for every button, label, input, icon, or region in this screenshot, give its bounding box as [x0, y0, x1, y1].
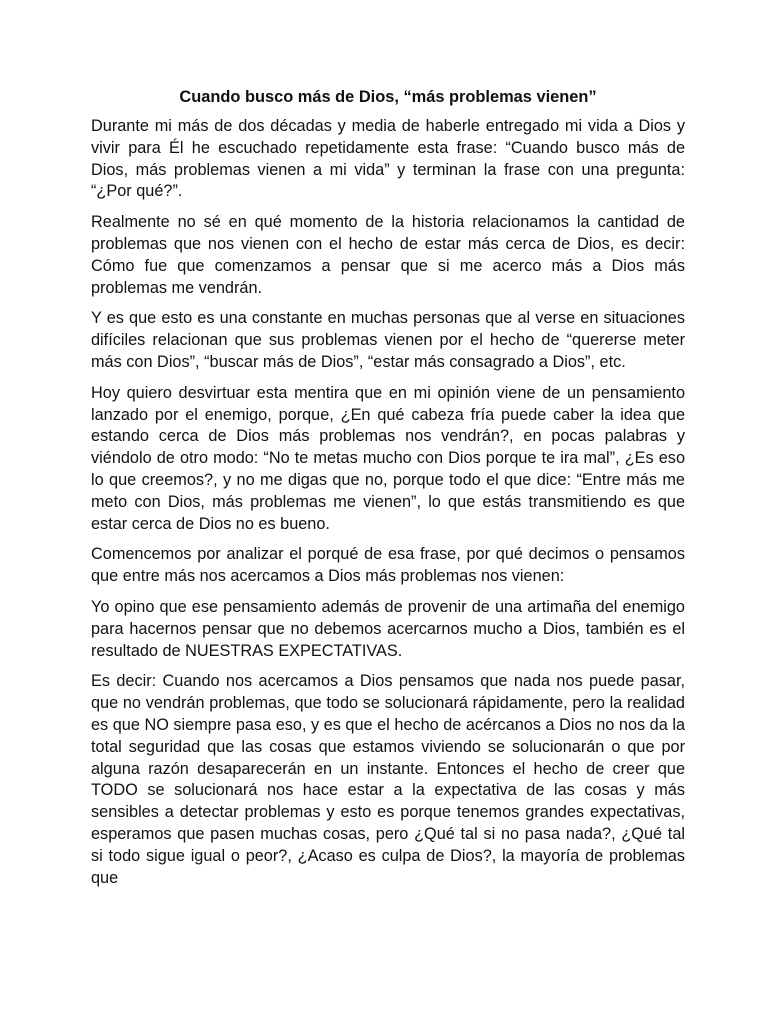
- paragraph-2: Realmente no sé en qué momento de la historia relacionamos la cantidad de problemas que nos vienen con el hecho de estar más cerca de Dios, es decir: Cómo fue que comenzamos a pensar que si me acerco más a Dios más problemas me vendrán.: [91, 213, 685, 297]
- paragraph-6: Yo opino que ese pensamiento además de provenir de una artimaña del enemigo para hacernos pensar que no debemos acercarnos mucho a Dios, también es el resultado de NUESTRAS EXPECTATIVAS.: [91, 597, 685, 660]
- document-title: Cuando busco más de Dios, “más problemas vienen”: [179, 88, 597, 106]
- paragraph-7: Es decir: Cuando nos acercamos a Dios pensamos que nada nos puede pasar, que no vendrán problemas, que todo se solucionará rápidamente, pero la realidad es que NO siempre pasa eso, y es que el hecho de acércanos a Dios no nos da la total seguridad que las cosas que estamos viviendo se solucionarán o que por alguna razón desaparecerán en un instante. Entonces el hecho de creer que TODO se solucionará nos hace estar a la expectativa de las cosas y más sensibles a detectar problemas y esto es porque tenemos grandes expectativas, esperamos que pasen muchas cosas, pero ¿Qué tal si no pasa nada?, ¿Qué tal si todo sigue igual o peor?, ¿Acaso es culpa de Dios?, la mayoría de problemas que: [91, 672, 685, 887]
- document-body: [91, 86, 685, 898]
- paragraph-4: Hoy quiero desvirtuar esta mentira que en mi opinión viene de un pensamiento lanzado por el enemigo, porque, ¿En qué cabeza fría puede caber la idea que estando cerca de Dios más problemas nos vendrán?, en pocas palabras y viéndolo de otro modo: “No te metas mucho con Dios porque te ira mal”, ¿Es eso lo que creemos?, y no me digas que no, porque todo el que dice: “Entre más me meto con Dios, más problemas me vienen”, lo que estás transmitiendo es que estar cerca de Dios no es bueno.: [91, 383, 685, 533]
- paragraph-3: Y es que esto es una constante en muchas personas que al verse en situaciones difíciles relacionan que sus problemas vienen por el hecho de “quererse meter más con Dios”, “buscar más de Dios”, “estar más consagrado a Dios”, etc.: [91, 309, 685, 371]
- paragraph-5: Comencemos por analizar el porqué de esa frase, por qué decimos o pensamos que entre más nos acercamos a Dios más problemas nos vienen:: [91, 545, 685, 586]
- paragraph-1: Durante mi más de dos décadas y media de haberle entregado mi vida a Dios y vivir para Él he escuchado repetidamente esta frase: “Cuando busco más de Dios, más problemas vienen a mi vida” y terminan la frase con una pregunta: “¿Por qué?”.: [91, 117, 685, 201]
